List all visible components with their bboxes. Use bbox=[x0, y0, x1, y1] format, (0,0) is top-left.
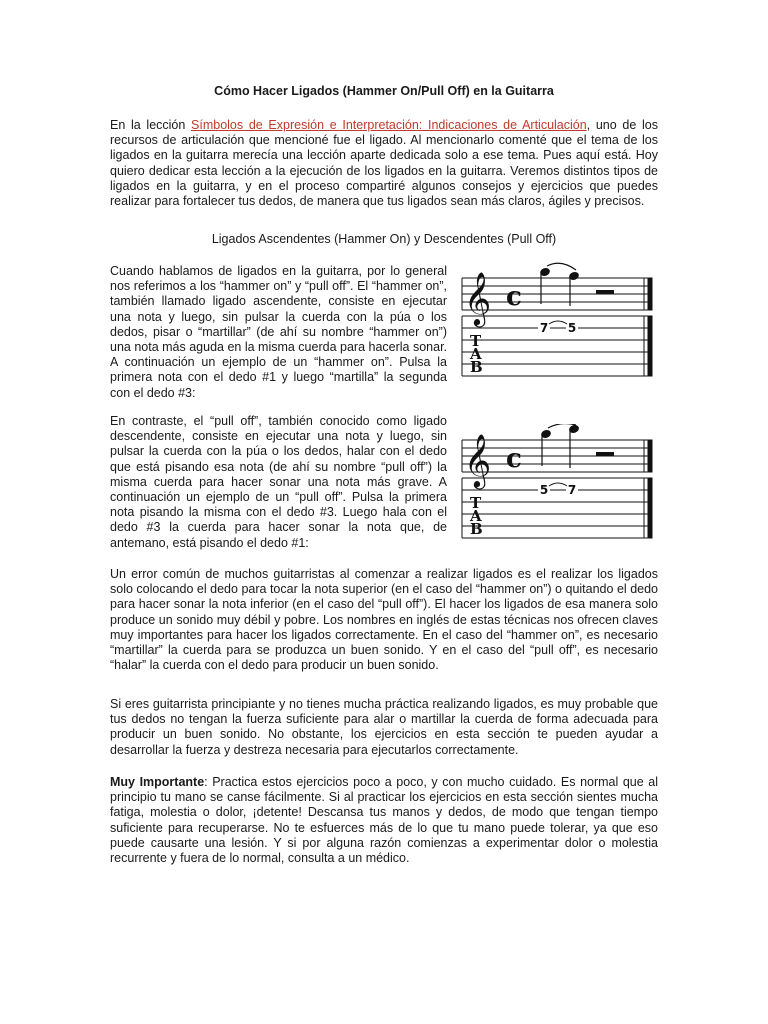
tab-number-first: 5 bbox=[539, 483, 549, 497]
tab-letter-t: T bbox=[470, 494, 482, 512]
tab-staff bbox=[462, 316, 652, 376]
tab-letter-t: T bbox=[470, 332, 482, 350]
note-first bbox=[540, 429, 552, 466]
tab-number-second: 5 bbox=[567, 321, 577, 335]
important-text: : Practica estos ejercicios poco a poco, y con mucho cuidado. Es normal que al principio tu mano se canse fácilmente. Si al practicar los ejercicios en esta sección sientes mucha fatiga, molestia o dolor, ¡detente! Descansa tus manos y dedos, de modo que tengan tiempo suficiente para recuperarse. No te esfuerces más de lo que tu mano puede tolerar, ya que eso puede causarte una lesión. Y si por alguna razón comienzas a experimentar dolor o molestia recurrente y fuera de lo normal, consulta a un médico. bbox=[110, 775, 659, 866]
intro-text-before-link: En la lección bbox=[110, 118, 192, 132]
intro-text-after-link: , uno de los recursos de articulación que mencioné fue el ligado. Al mencionarlo comenté que el tema de los ligados en la guitarra merecía una lección aparte dedicada solo a ese tema. Pues aquí está. Hoy quiero dedicar esta lección a la ejecución de los ligados en la guitarra. Veremos distintos tipos de ligados en la guitarra, y en el proceso compartiré algunos consejos y ejercicios que puedes realizar para fortalecer tus dedos, de manera que tus ligados sean más claros, ágiles y precisos. bbox=[110, 118, 658, 209]
tab-letter-b: B bbox=[470, 520, 483, 538]
half-rest-icon bbox=[596, 290, 614, 294]
lesson-link[interactable]: Símbolos de Expresión e Interpretación: Indicaciones de Articulación bbox=[191, 118, 587, 132]
intro-paragraph bbox=[110, 118, 658, 209]
pull-off-paragraph: En contraste, el “pull off”, también conocido como ligado descendente, consiste en ejecutar una nota y luego, sin pulsar la cuerda con la púa o los dedos, halar con el dedo que está pisando esa nota (de ahí su nombre “pull off”) la misma cuerda para hacer sonar una nota más grave. A continuación un ejemplo de un “pull off”. Pulsa la primera nota pisando la misma con el dedo #3. Luego hala con el dedo #3 la cuerda para hacer sonar la nota que, de antemano, está pisando el dedo #1: bbox=[110, 414, 447, 550]
important-label: Muy Importante bbox=[110, 775, 205, 789]
note-first bbox=[539, 267, 551, 304]
tab-letter-a: A bbox=[470, 507, 482, 525]
tab-letter-b: B bbox=[470, 358, 483, 376]
treble-clef-icon: 𝄞 bbox=[464, 433, 492, 487]
note-second bbox=[568, 271, 580, 306]
slur-mark bbox=[547, 263, 576, 270]
tab-number-second: 7 bbox=[567, 483, 577, 497]
pull-off-notation bbox=[458, 424, 654, 540]
hammer-on-paragraph: Cuando hablamos de ligados en la guitarra, por lo general nos referimos a los “hammer on” y “pull off”. El “hammer on”, también llamado ligado ascendente, consiste en ejecutar una nota y luego, sin pulsar la cuerda con la púa o los dedos, pisar o “martillar” (de ahí su nombre “hammer on”) una nota más aguda en la misma cuerda para hacerla sonar. A continuación un ejemplo de un “hammer on”. Pulsa la primera nota con el dedo #1 y luego “martilla” la segunda con el dedo #3: bbox=[110, 264, 448, 400]
treble-clef-icon: 𝄞 bbox=[464, 271, 492, 325]
common-error-paragraph: Un error común de muchos guitarristas al comenzar a realizar ligados es el realizar los ligados solo colocando el dedo para tocar la nota superior (en el caso del “hammer on”) o quitando el dedo para hacer sonar la nota inferior (en el caso del “pull off”). El hacer los ligados de esa manera solo produce un sonido muy débil y pobre. Los nombres en inglés de estas técnicas nos ofrecen claves muy importantes para hacer los ligados correctamente. En el caso del “hammer on”, es necesario “martillar” la cuerda para se produzca un buen sonido. Y en el caso del “pull off”, es necesario “halar” la cuerda con el dedo para producir un buen sonido. bbox=[110, 567, 658, 673]
tab-slur-mark bbox=[549, 483, 567, 486]
time-signature: c bbox=[506, 444, 522, 474]
tab-slur-mark bbox=[549, 321, 567, 324]
time-signature: c bbox=[506, 282, 522, 312]
tab-number-first: 7 bbox=[539, 321, 549, 335]
beginner-paragraph: Si eres guitarrista principiante y no tienes mucha práctica realizando ligados, es muy probable que tus dedos no tengan la fuerza suficiente para alar o martillar la cuerda de forma adecuada para producir un buen sonido. No obstante, los ejercicios en esta sección te pueden ayudar a desarrollar la fuerza y destreza necesaria para ejecutarlos correctamente. bbox=[110, 697, 658, 757]
tab-staff bbox=[462, 478, 652, 538]
tab-letter-a: A bbox=[470, 345, 482, 363]
half-rest-icon bbox=[596, 452, 614, 456]
section-title: Ligados Ascendentes (Hammer On) y Descendentes (Pull Off) bbox=[211, 232, 557, 246]
important-paragraph bbox=[110, 775, 658, 866]
document-title: Cómo Hacer Ligados (Hammer On/Pull Off) en la Guitarra bbox=[214, 84, 554, 98]
hammer-on-notation bbox=[458, 262, 654, 378]
note-second bbox=[568, 424, 580, 468]
